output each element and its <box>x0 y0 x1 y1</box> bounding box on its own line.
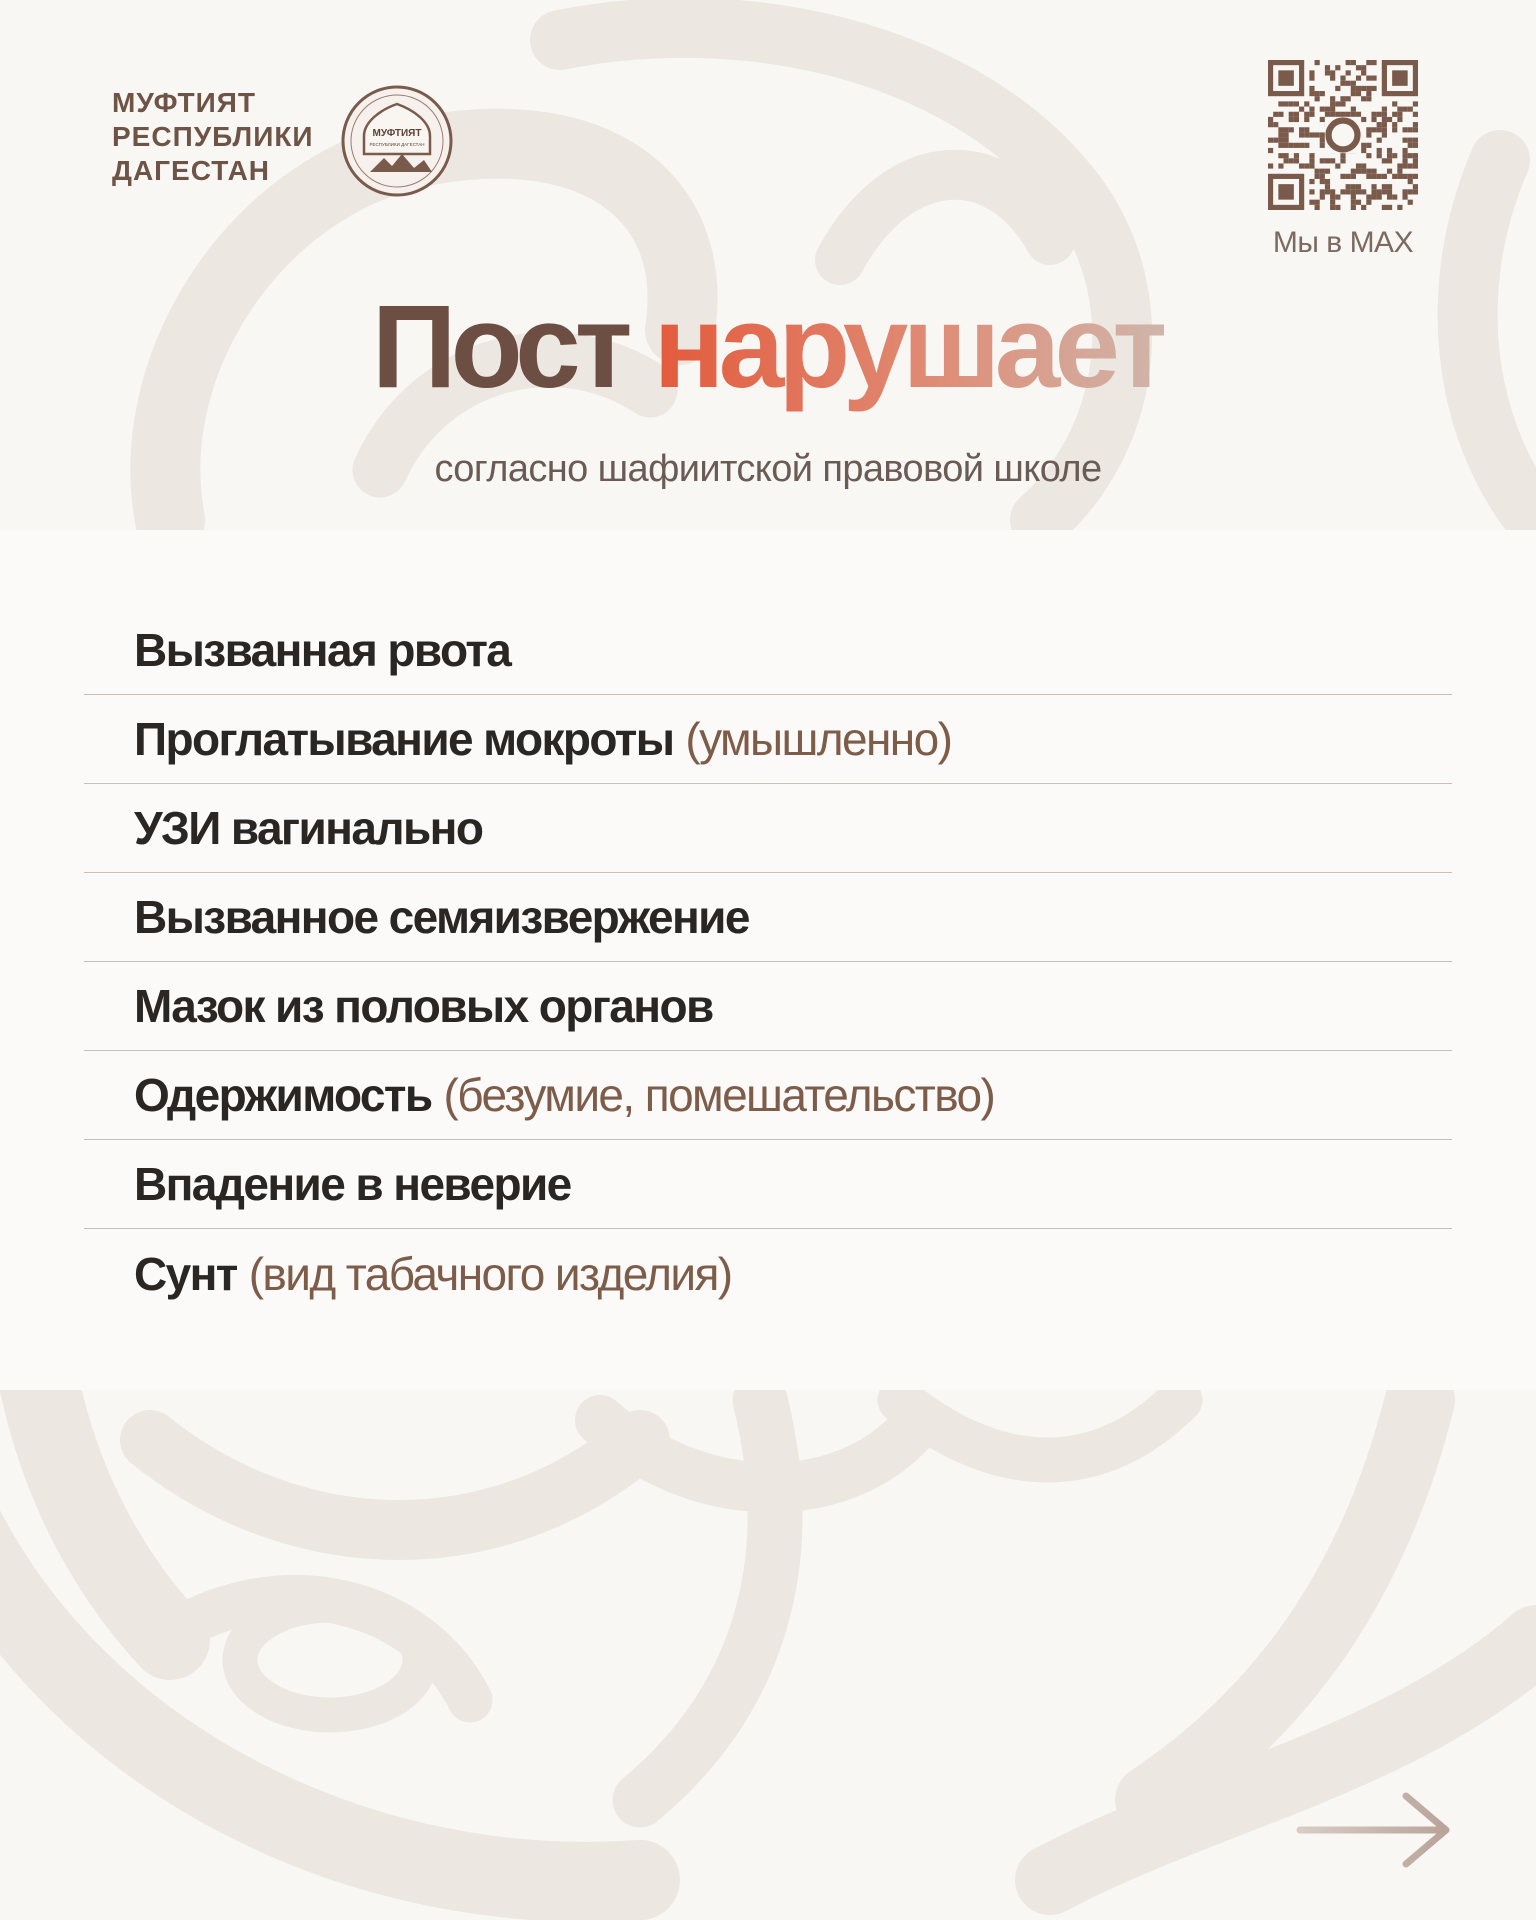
item-text: Вызванное семяизвержение <box>134 891 749 943</box>
seal-subtitle: РЕСПУБЛИКИ ДАГЕСТАН <box>369 142 425 147</box>
arrow-right-icon[interactable] <box>1296 1790 1454 1870</box>
list-item <box>84 962 1452 1051</box>
list-item <box>84 873 1452 962</box>
qr-block <box>1268 60 1418 260</box>
list-item <box>84 1051 1452 1140</box>
qr-code-icon[interactable] <box>1268 60 1418 210</box>
org-name <box>112 86 314 188</box>
item-text: Одержимость <box>134 1069 432 1121</box>
title-word-1: Пост <box>371 281 627 413</box>
list-item <box>84 606 1452 695</box>
invalidators-list <box>84 606 1452 1318</box>
mufti-seal-icon <box>340 84 454 198</box>
org-name-line-2: РЕСПУБЛИКИ <box>112 121 314 152</box>
list-item <box>84 1229 1452 1318</box>
item-note: (безумие, помешательство) <box>443 1069 995 1121</box>
page-subtitle: согласно шафиитской правовой школе <box>434 448 1102 490</box>
item-text: Проглатывание мокроты <box>134 713 674 765</box>
item-text: УЗИ вагинально <box>134 802 483 854</box>
item-text: Вызванная рвота <box>134 624 511 676</box>
page-title <box>0 282 1536 412</box>
qr-caption: Мы в MAX <box>1272 226 1414 259</box>
list-item <box>84 784 1452 873</box>
seal-title: МУФТИЯТ <box>372 128 422 139</box>
list-item <box>84 1140 1452 1229</box>
title-word-2: нарушает <box>653 281 1165 413</box>
item-text: Впадение в неверие <box>134 1158 571 1210</box>
item-note: (вид табачного изделия) <box>248 1247 732 1300</box>
item-note: (умышленно) <box>685 713 952 765</box>
item-text: Мазок из половых органов <box>134 980 713 1032</box>
list-item <box>84 695 1452 784</box>
item-text: Сунт <box>134 1247 237 1300</box>
org-name-line-1: МУФТИЯТ <box>112 87 256 118</box>
org-name-line-3: ДАГЕСТАН <box>112 155 271 186</box>
